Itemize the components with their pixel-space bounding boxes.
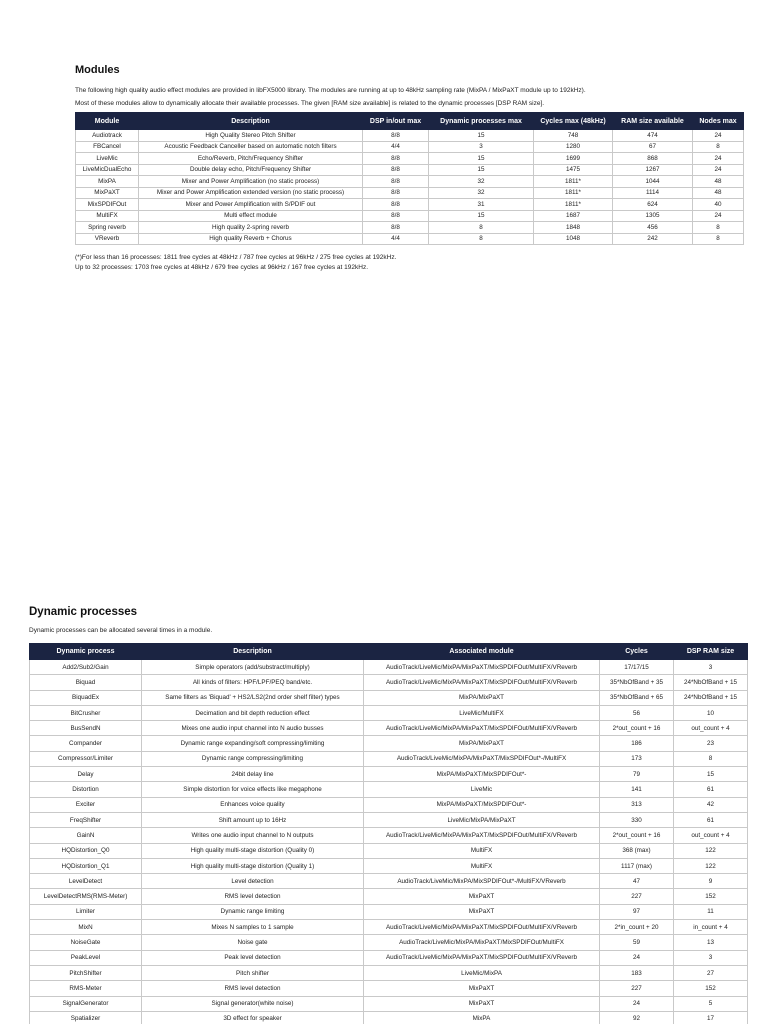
table-cell: Distortion: [30, 782, 142, 797]
table-cell: Echo/Reverb, Pitch/Frequency Shifter: [139, 153, 363, 165]
col-header: Description: [139, 113, 363, 130]
table-cell: 8/8: [363, 210, 429, 222]
table-cell: 227: [600, 889, 674, 904]
col-header: Module: [76, 113, 139, 130]
table-cell: 3: [429, 141, 534, 153]
table-cell: VReverb: [76, 233, 139, 245]
table-cell: MixPaXT: [364, 996, 600, 1011]
table-cell: LiveMic/MixPA: [364, 965, 600, 980]
table-row: [30, 965, 748, 980]
table-cell: 32: [429, 176, 534, 188]
table-cell: 4/4: [363, 233, 429, 245]
table-cell: AudioTrack/LiveMic/MixPA/MixPaXT/MixSPDIFOut/MultiFX/VReverb: [364, 675, 600, 690]
table-row: [30, 690, 748, 705]
table-cell: 17/17/15: [600, 660, 674, 675]
table-row: [30, 996, 748, 1011]
table-cell: 8: [429, 233, 534, 245]
table-cell: Peak level detection: [142, 950, 364, 965]
table-cell: in_count + 4: [674, 920, 748, 935]
table-cell: 1267: [613, 164, 693, 176]
table-cell: MixPA/MixPaXT/MixSPDIFOut*-: [364, 767, 600, 782]
table-cell: HQDistortion_Q1: [30, 858, 142, 873]
table-cell: 13: [674, 935, 748, 950]
table-row: [30, 812, 748, 827]
table-row: [30, 797, 748, 812]
table-cell: out_count + 4: [674, 721, 748, 736]
table-cell: 92: [600, 1011, 674, 1024]
table-cell: MixN: [30, 920, 142, 935]
table-cell: 1811*: [534, 176, 613, 188]
dynamic-processes-table: [29, 643, 748, 1024]
table-cell: MultiFX: [364, 843, 600, 858]
table-cell: PitchShifter: [30, 965, 142, 980]
table-cell: 48: [693, 176, 744, 188]
table-cell: Delay: [30, 767, 142, 782]
table-cell: RMS level detection: [142, 981, 364, 996]
table-cell: 8/8: [363, 130, 429, 142]
table-cell: Writes one audio input channel to N outputs: [142, 828, 364, 843]
table-row: [30, 950, 748, 965]
table-cell: 17: [674, 1011, 748, 1024]
table-cell: 42: [674, 797, 748, 812]
table-cell: 8/8: [363, 222, 429, 234]
table-cell: AudioTrack/LiveMic/MixPA/MixPaXT/MixSPDIFOut/MultiFX/VReverb: [364, 721, 600, 736]
table-cell: 2*in_count + 20: [600, 920, 674, 935]
table-row: [30, 782, 748, 797]
table-cell: 8/8: [363, 164, 429, 176]
table-cell: 1475: [534, 164, 613, 176]
table-cell: 67: [613, 141, 693, 153]
table-cell: 8: [693, 141, 744, 153]
dynamic-processes-section: [29, 606, 747, 1024]
table-cell: AudioTrack/LiveMic/MixPA/MixPaXT/MixSPDIFOut/MultiFX/VReverb: [364, 950, 600, 965]
table-cell: MixPA/MixPaXT: [364, 736, 600, 751]
table-cell: LiveMic/MixPA/MixPaXT: [364, 812, 600, 827]
table-cell: Mixes one audio input channel into N audio busses: [142, 721, 364, 736]
table-cell: 15: [674, 767, 748, 782]
table-cell: 1687: [534, 210, 613, 222]
table-cell: 3D effect for speaker: [142, 1011, 364, 1024]
table-cell: High quality multi-stage distortion (Quality 0): [142, 843, 364, 858]
table-cell: 24: [693, 210, 744, 222]
table-cell: MixPaXT: [76, 187, 139, 199]
table-cell: 23: [674, 736, 748, 751]
table-row: [30, 904, 748, 919]
table-cell: AudioTrack/LiveMic/MixPA/MixPaXT/MixSPDIFOut*-/MultiFX: [364, 751, 600, 766]
table-cell: High quality multi-stage distortion (Quality 1): [142, 858, 364, 873]
table-cell: 624: [613, 199, 693, 211]
table-cell: Audiotrack: [76, 130, 139, 142]
table-cell: MultiFX: [76, 210, 139, 222]
table-cell: 313: [600, 797, 674, 812]
table-cell: 748: [534, 130, 613, 142]
table-cell: 8: [429, 222, 534, 234]
table-cell: 47: [600, 874, 674, 889]
table-cell: 868: [613, 153, 693, 165]
table-cell: 2*out_count + 16: [600, 721, 674, 736]
table-row: [76, 176, 744, 188]
table-cell: Compressor/Limiter: [30, 751, 142, 766]
table-cell: AudioTrack/LiveMic/MixPA/MixPaXT/MixSPDIFOut/MultiFX/VReverb: [364, 660, 600, 675]
table-cell: BitCrusher: [30, 705, 142, 720]
table-cell: AudioTrack/LiveMic/MixPA/MixPaXT/MixSPDIFOut/MultiFX/VReverb: [364, 828, 600, 843]
table-cell: 1280: [534, 141, 613, 153]
table-cell: 1699: [534, 153, 613, 165]
table-row: [30, 767, 748, 782]
table-row: [30, 721, 748, 736]
table-cell: Add2/Sub2/Gain: [30, 660, 142, 675]
table-cell: 3: [674, 950, 748, 965]
table-cell: Biquad: [30, 675, 142, 690]
table-cell: 24: [600, 950, 674, 965]
table-row: [30, 751, 748, 766]
table-cell: 2*out_count + 16: [600, 828, 674, 843]
table-row: [76, 153, 744, 165]
table-row: [76, 187, 744, 199]
table-cell: High Quality Stereo Pitch Shifter: [139, 130, 363, 142]
table-cell: 152: [674, 981, 748, 996]
table-row: [76, 141, 744, 153]
table-cell: 1117 (max): [600, 858, 674, 873]
table-cell: High quality 2-spring reverb: [139, 222, 363, 234]
table-cell: 1044: [613, 176, 693, 188]
table-row: [76, 199, 744, 211]
table-cell: Acoustic Feedback Canceller based on automatic notch filters: [139, 141, 363, 153]
table-cell: PeakLevel: [30, 950, 142, 965]
table-cell: Same filters as 'Biquad' + HS2/LS2(2nd order shelf filter) types: [142, 690, 364, 705]
table-cell: 35*NbOfBand + 65: [600, 690, 674, 705]
table-cell: Pitch shifter: [142, 965, 364, 980]
table-cell: BiquadEx: [30, 690, 142, 705]
table-cell: 35*NbOfBand + 35: [600, 675, 674, 690]
table-row: [30, 981, 748, 996]
table-cell: 40: [693, 199, 744, 211]
table-cell: 1811*: [534, 187, 613, 199]
modules-heading: Modules: [75, 64, 120, 76]
table-cell: AudioTrack/LiveMic/MixPA/MixSPDIFOut*-/MultiFX/VReverb: [364, 874, 600, 889]
footnote-line-1: (*)For less than 16 processes: 1811 free cycles at 48kHz / 787 free cycles at 96kHz / 275 free cycles at 192kHz.: [75, 254, 397, 261]
table-cell: 15: [429, 130, 534, 142]
col-header: DSP in/out max: [363, 113, 429, 130]
table-cell: AudioTrack/LiveMic/MixPA/MixPaXT/MixSPDIFOut/MultiFX: [364, 935, 600, 950]
table-cell: 24*NbOfBand + 15: [674, 690, 748, 705]
table-cell: Simple distortion for voice effects like megaphone: [142, 782, 364, 797]
table-cell: Mixer and Power Amplification (no static process): [139, 176, 363, 188]
dynamic-processes-heading: Dynamic processes: [29, 606, 138, 618]
table-cell: Shift amount up to 16Hz: [142, 812, 364, 827]
col-header: RAM size available: [613, 113, 693, 130]
table-cell: LevelDetect: [30, 874, 142, 889]
table-row: [76, 130, 744, 142]
col-header: Dynamic processes max: [429, 113, 534, 130]
table-cell: 15: [429, 210, 534, 222]
table-row: [30, 828, 748, 843]
table-row: [76, 210, 744, 222]
table-cell: Mixes N samples to 1 sample: [142, 920, 364, 935]
table-cell: 186: [600, 736, 674, 751]
table-row: [76, 222, 744, 234]
table-cell: All kinds of filters: HPF/LPF/PEQ band/etc.: [142, 675, 364, 690]
table-cell: Dynamic range limiting: [142, 904, 364, 919]
table-cell: 1305: [613, 210, 693, 222]
table-row: [30, 675, 748, 690]
table-cell: 8: [674, 751, 748, 766]
table-cell: Dynamic range compressing/limiting: [142, 751, 364, 766]
modules-table-header: [76, 113, 744, 130]
modules-table-body: [76, 130, 744, 245]
table-cell: Spring reverb: [76, 222, 139, 234]
modules-intro-line-2: Most of these modules allow to dynamically allocate their available processes. The given [RAM size available] is related to the dynamic processes [DSP RAM size].: [75, 100, 545, 107]
table-cell: Mixer and Power Amplification with S/PDIF out: [139, 199, 363, 211]
table-cell: Enhances voice quality: [142, 797, 364, 812]
table-cell: 8/8: [363, 199, 429, 211]
table-cell: 330: [600, 812, 674, 827]
table-cell: Level detection: [142, 874, 364, 889]
col-header: Description: [142, 644, 364, 660]
col-header: Cycles max (48kHz): [534, 113, 613, 130]
table-cell: 1811*: [534, 199, 613, 211]
table-cell: High quality Reverb + Chorus: [139, 233, 363, 245]
table-row: [30, 889, 748, 904]
table-cell: 8/8: [363, 187, 429, 199]
table-row: [30, 660, 748, 675]
table-cell: LiveMic: [76, 153, 139, 165]
table-cell: 32: [429, 187, 534, 199]
col-header: Cycles: [600, 644, 674, 660]
table-cell: GainN: [30, 828, 142, 843]
dynamic-table-header: [30, 644, 748, 660]
table-cell: 474: [613, 130, 693, 142]
table-cell: 31: [429, 199, 534, 211]
col-header: Associated module: [364, 644, 600, 660]
table-cell: 27: [674, 965, 748, 980]
table-cell: 1848: [534, 222, 613, 234]
table-cell: 152: [674, 889, 748, 904]
table-cell: NoiseGate: [30, 935, 142, 950]
table-cell: Multi effect module: [139, 210, 363, 222]
table-cell: FreqShifter: [30, 812, 142, 827]
table-cell: 242: [613, 233, 693, 245]
table-cell: 15: [429, 153, 534, 165]
table-cell: SignalGenerator: [30, 996, 142, 1011]
table-cell: MixPA: [364, 1011, 600, 1024]
table-cell: LevelDetectRMS(RMS-Meter): [30, 889, 142, 904]
table-cell: 15: [429, 164, 534, 176]
table-cell: 8: [693, 233, 744, 245]
table-cell: Limiter: [30, 904, 142, 919]
table-row: [30, 705, 748, 720]
table-cell: 122: [674, 843, 748, 858]
table-row: [30, 736, 748, 751]
table-cell: MixPaXT: [364, 889, 600, 904]
table-cell: 10: [674, 705, 748, 720]
dynamic-processes-intro: Dynamic processes can be allocated several times in a module.: [29, 627, 213, 634]
table-row: [76, 233, 744, 245]
table-cell: 24*NbOfBand + 15: [674, 675, 748, 690]
table-cell: Noise gate: [142, 935, 364, 950]
col-header: DSP RAM size: [674, 644, 748, 660]
table-cell: 8/8: [363, 176, 429, 188]
table-cell: 173: [600, 751, 674, 766]
table-cell: Signal generator(white noise): [142, 996, 364, 1011]
table-row: [76, 164, 744, 176]
dynamic-table-body: [30, 660, 748, 1024]
table-cell: 97: [600, 904, 674, 919]
modules-section: [75, 64, 743, 273]
table-row: [30, 920, 748, 935]
table-cell: out_count + 4: [674, 828, 748, 843]
table-cell: LiveMicDualEcho: [76, 164, 139, 176]
table-cell: Mixer and Power Amplification extended version (no static process): [139, 187, 363, 199]
table-cell: MixPaXT: [364, 981, 600, 996]
modules-footnotes: [75, 253, 743, 273]
table-cell: 24: [693, 153, 744, 165]
table-cell: 1048: [534, 233, 613, 245]
table-cell: Simple operators (add/substract/multiply): [142, 660, 364, 675]
table-cell: 141: [600, 782, 674, 797]
table-cell: 24bit delay line: [142, 767, 364, 782]
table-cell: RMS-Meter: [30, 981, 142, 996]
table-cell: 183: [600, 965, 674, 980]
col-header: Nodes max: [693, 113, 744, 130]
table-cell: HQDistortion_Q0: [30, 843, 142, 858]
table-cell: MixPA/MixPaXT: [364, 690, 600, 705]
col-header: Dynamic process: [30, 644, 142, 660]
table-cell: AudioTrack/LiveMic/MixPA/MixPaXT/MixSPDIFOut/MultiFX/VReverb: [364, 920, 600, 935]
table-cell: Spatializer: [30, 1011, 142, 1024]
table-cell: 59: [600, 935, 674, 950]
table-cell: 48: [693, 187, 744, 199]
table-cell: 3: [674, 660, 748, 675]
table-row: [30, 874, 748, 889]
table-cell: 456: [613, 222, 693, 234]
table-row: [30, 843, 748, 858]
table-cell: MixPA: [76, 176, 139, 188]
table-row: [30, 1011, 748, 1024]
table-cell: LiveMic/MultiFX: [364, 705, 600, 720]
table-cell: 122: [674, 858, 748, 873]
table-cell: 8: [693, 222, 744, 234]
table-cell: Decimation and bit depth reduction effect: [142, 705, 364, 720]
table-cell: 24: [600, 996, 674, 1011]
table-row: [30, 858, 748, 873]
table-cell: BusSendN: [30, 721, 142, 736]
table-cell: RMS level detection: [142, 889, 364, 904]
table-cell: 8/8: [363, 153, 429, 165]
table-cell: 79: [600, 767, 674, 782]
table-cell: Exciter: [30, 797, 142, 812]
footnote-line-2: Up to 32 processes: 1703 free cycles at 48kHz / 679 free cycles at 96kHz / 167 free cycles at 192kHz.: [75, 264, 369, 271]
table-cell: 11: [674, 904, 748, 919]
table-cell: MixPA/MixPaXT/MixSPDIFOut*-: [364, 797, 600, 812]
table-cell: MixSPDIFOut: [76, 199, 139, 211]
modules-table: [75, 112, 744, 245]
table-cell: 368 (max): [600, 843, 674, 858]
table-cell: 227: [600, 981, 674, 996]
table-cell: 1114: [613, 187, 693, 199]
table-cell: Dynamic range expanding/soft compressing/limiting: [142, 736, 364, 751]
table-cell: 24: [693, 164, 744, 176]
table-cell: 61: [674, 812, 748, 827]
table-cell: Compander: [30, 736, 142, 751]
table-row: [30, 935, 748, 950]
modules-intro-line-1: The following high quality audio effect modules are provided in libFX5000 library. The modules are running at up to 48kHz sampling rate (MixPA / MixPaXT module up to 192kHz).: [75, 87, 586, 94]
table-cell: MixPaXT: [364, 904, 600, 919]
table-cell: Double delay echo, Pitch/Frequency Shifter: [139, 164, 363, 176]
table-cell: 24: [693, 130, 744, 142]
table-cell: FBCancel: [76, 141, 139, 153]
table-cell: MultiFX: [364, 858, 600, 873]
table-cell: 5: [674, 996, 748, 1011]
table-cell: 61: [674, 782, 748, 797]
table-cell: 9: [674, 874, 748, 889]
table-cell: 4/4: [363, 141, 429, 153]
table-cell: LiveMic: [364, 782, 600, 797]
table-cell: 56: [600, 705, 674, 720]
